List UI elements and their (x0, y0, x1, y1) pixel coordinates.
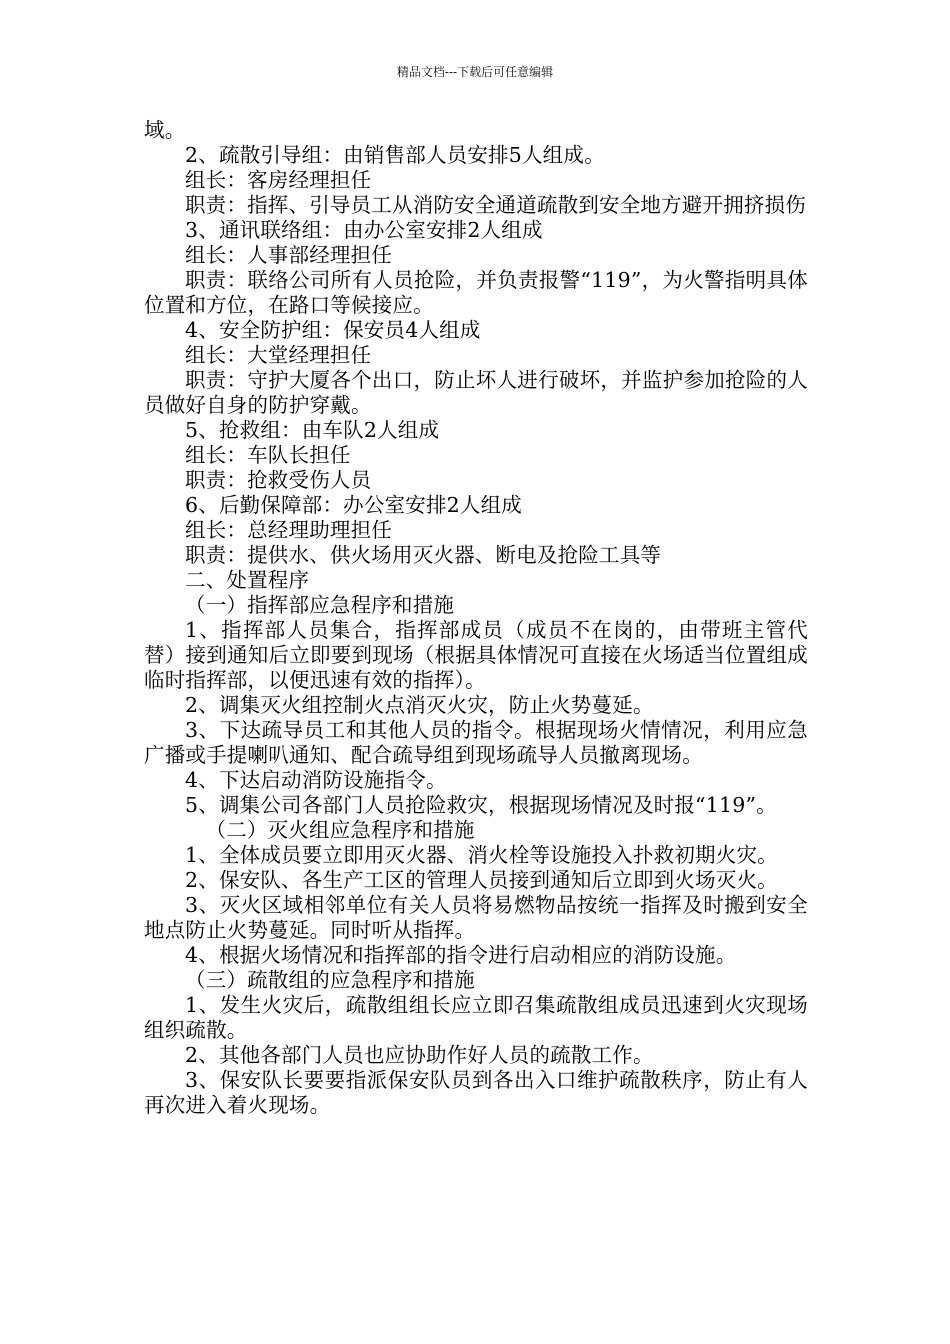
document-body (144, 118, 808, 1118)
paragraph: 域。 (144, 118, 186, 142)
page-header: 精品文档---下载后可任意编辑 (396, 65, 554, 79)
paragraph: 3、下达疏导员工和其他人员的指令。根据现场火情情况，利用应急广播或手提喇叭通知、配合疏导组到现场疏导人员撤离现场。 (144, 718, 808, 767)
section-heading: 二、处置程序 (185, 568, 310, 592)
paragraph: 职责：抢救受伤人员 (185, 468, 372, 492)
paragraph: 2、其他各部门人员也应协助作好人员的疏散工作。 (185, 1043, 654, 1067)
paragraph: 5、调集公司各部门人员抢险救灾，根据现场情况及时报“119”。 (185, 793, 777, 817)
paragraph: 2、保安队、各生产工区的管理人员接到通知后立即到火场灭火。 (185, 868, 778, 892)
paragraph: 职责：提供水、供火场用灭火器、断电及抢险工具等 (185, 543, 662, 567)
paragraph: 组长：客房经理担任 (185, 168, 372, 192)
paragraph: 4、下达启动消防设施指令。 (185, 768, 447, 792)
paragraph: 组长：车队长担任 (185, 443, 351, 467)
paragraph: 3、保安队长要要指派保安队员到各出入口维护疏散秩序，防止有人再次进入着火现场。 (144, 1068, 808, 1117)
subsection-heading: （三）疏散组的应急程序和措施 (185, 968, 475, 992)
paragraph: 1、发生火灾后，疏散组组长应立即召集疏散组成员迅速到火灾现场组织疏散。 (144, 993, 808, 1042)
subsection-heading: （二）灭火组应急程序和措施 (205, 818, 475, 842)
paragraph: 2、疏散引导组：由销售部人员安排5人组成。 (185, 143, 605, 167)
paragraph: 6、后勤保障部：办公室安排2人组成 (185, 493, 522, 517)
paragraph: 职责：守护大厦各个出口，防止坏人进行破坏，并监护参加抢险的人员做好自身的防护穿戴。 (144, 368, 808, 417)
paragraph: 1、全体成员要立即用灭火器、消火栓等设施投入扑救初期火灾。 (185, 843, 778, 867)
paragraph: 职责：指挥、引导员工从消防安全通道疏散到安全地方避开拥挤损伤 (185, 193, 806, 217)
paragraph: 组长：总经理助理担任 (185, 518, 392, 542)
paragraph: 5、抢救组：由车队2人组成 (185, 418, 440, 442)
paragraph: 职责：联络公司所有人员抢险，并负责报警“119”，为火警指明具体位置和方位，在路口等候接应。 (144, 268, 808, 317)
paragraph: 3、灭火区域相邻单位有关人员将易燃物品按统一指挥及时搬到安全地点防止火势蔓延。同时听从指挥。 (144, 893, 808, 942)
paragraph: 组长：人事部经理担任 (185, 243, 392, 267)
paragraph: 4、安全防护组：保安员4人组成 (185, 318, 481, 342)
paragraph: 1、指挥部人员集合，指挥部成员（成员不在岗的，由带班主管代替）接到通知后立即要到现场（根据具体情况可直接在火场适当位置组成临时指挥部，以便迅速有效的指挥）。 (144, 618, 808, 692)
paragraph: 2、调集灭火组控制火点消灭火灾，防止火势蔓延。 (185, 693, 654, 717)
paragraph: 3、通讯联络组：由办公室安排2人组成 (185, 218, 543, 242)
paragraph: 4、根据火场情况和指挥部的指令进行启动相应的消防设施。 (185, 943, 737, 967)
subsection-heading: （一）指挥部应急程序和措施 (185, 593, 455, 617)
paragraph: 组长：大堂经理担任 (185, 343, 372, 367)
